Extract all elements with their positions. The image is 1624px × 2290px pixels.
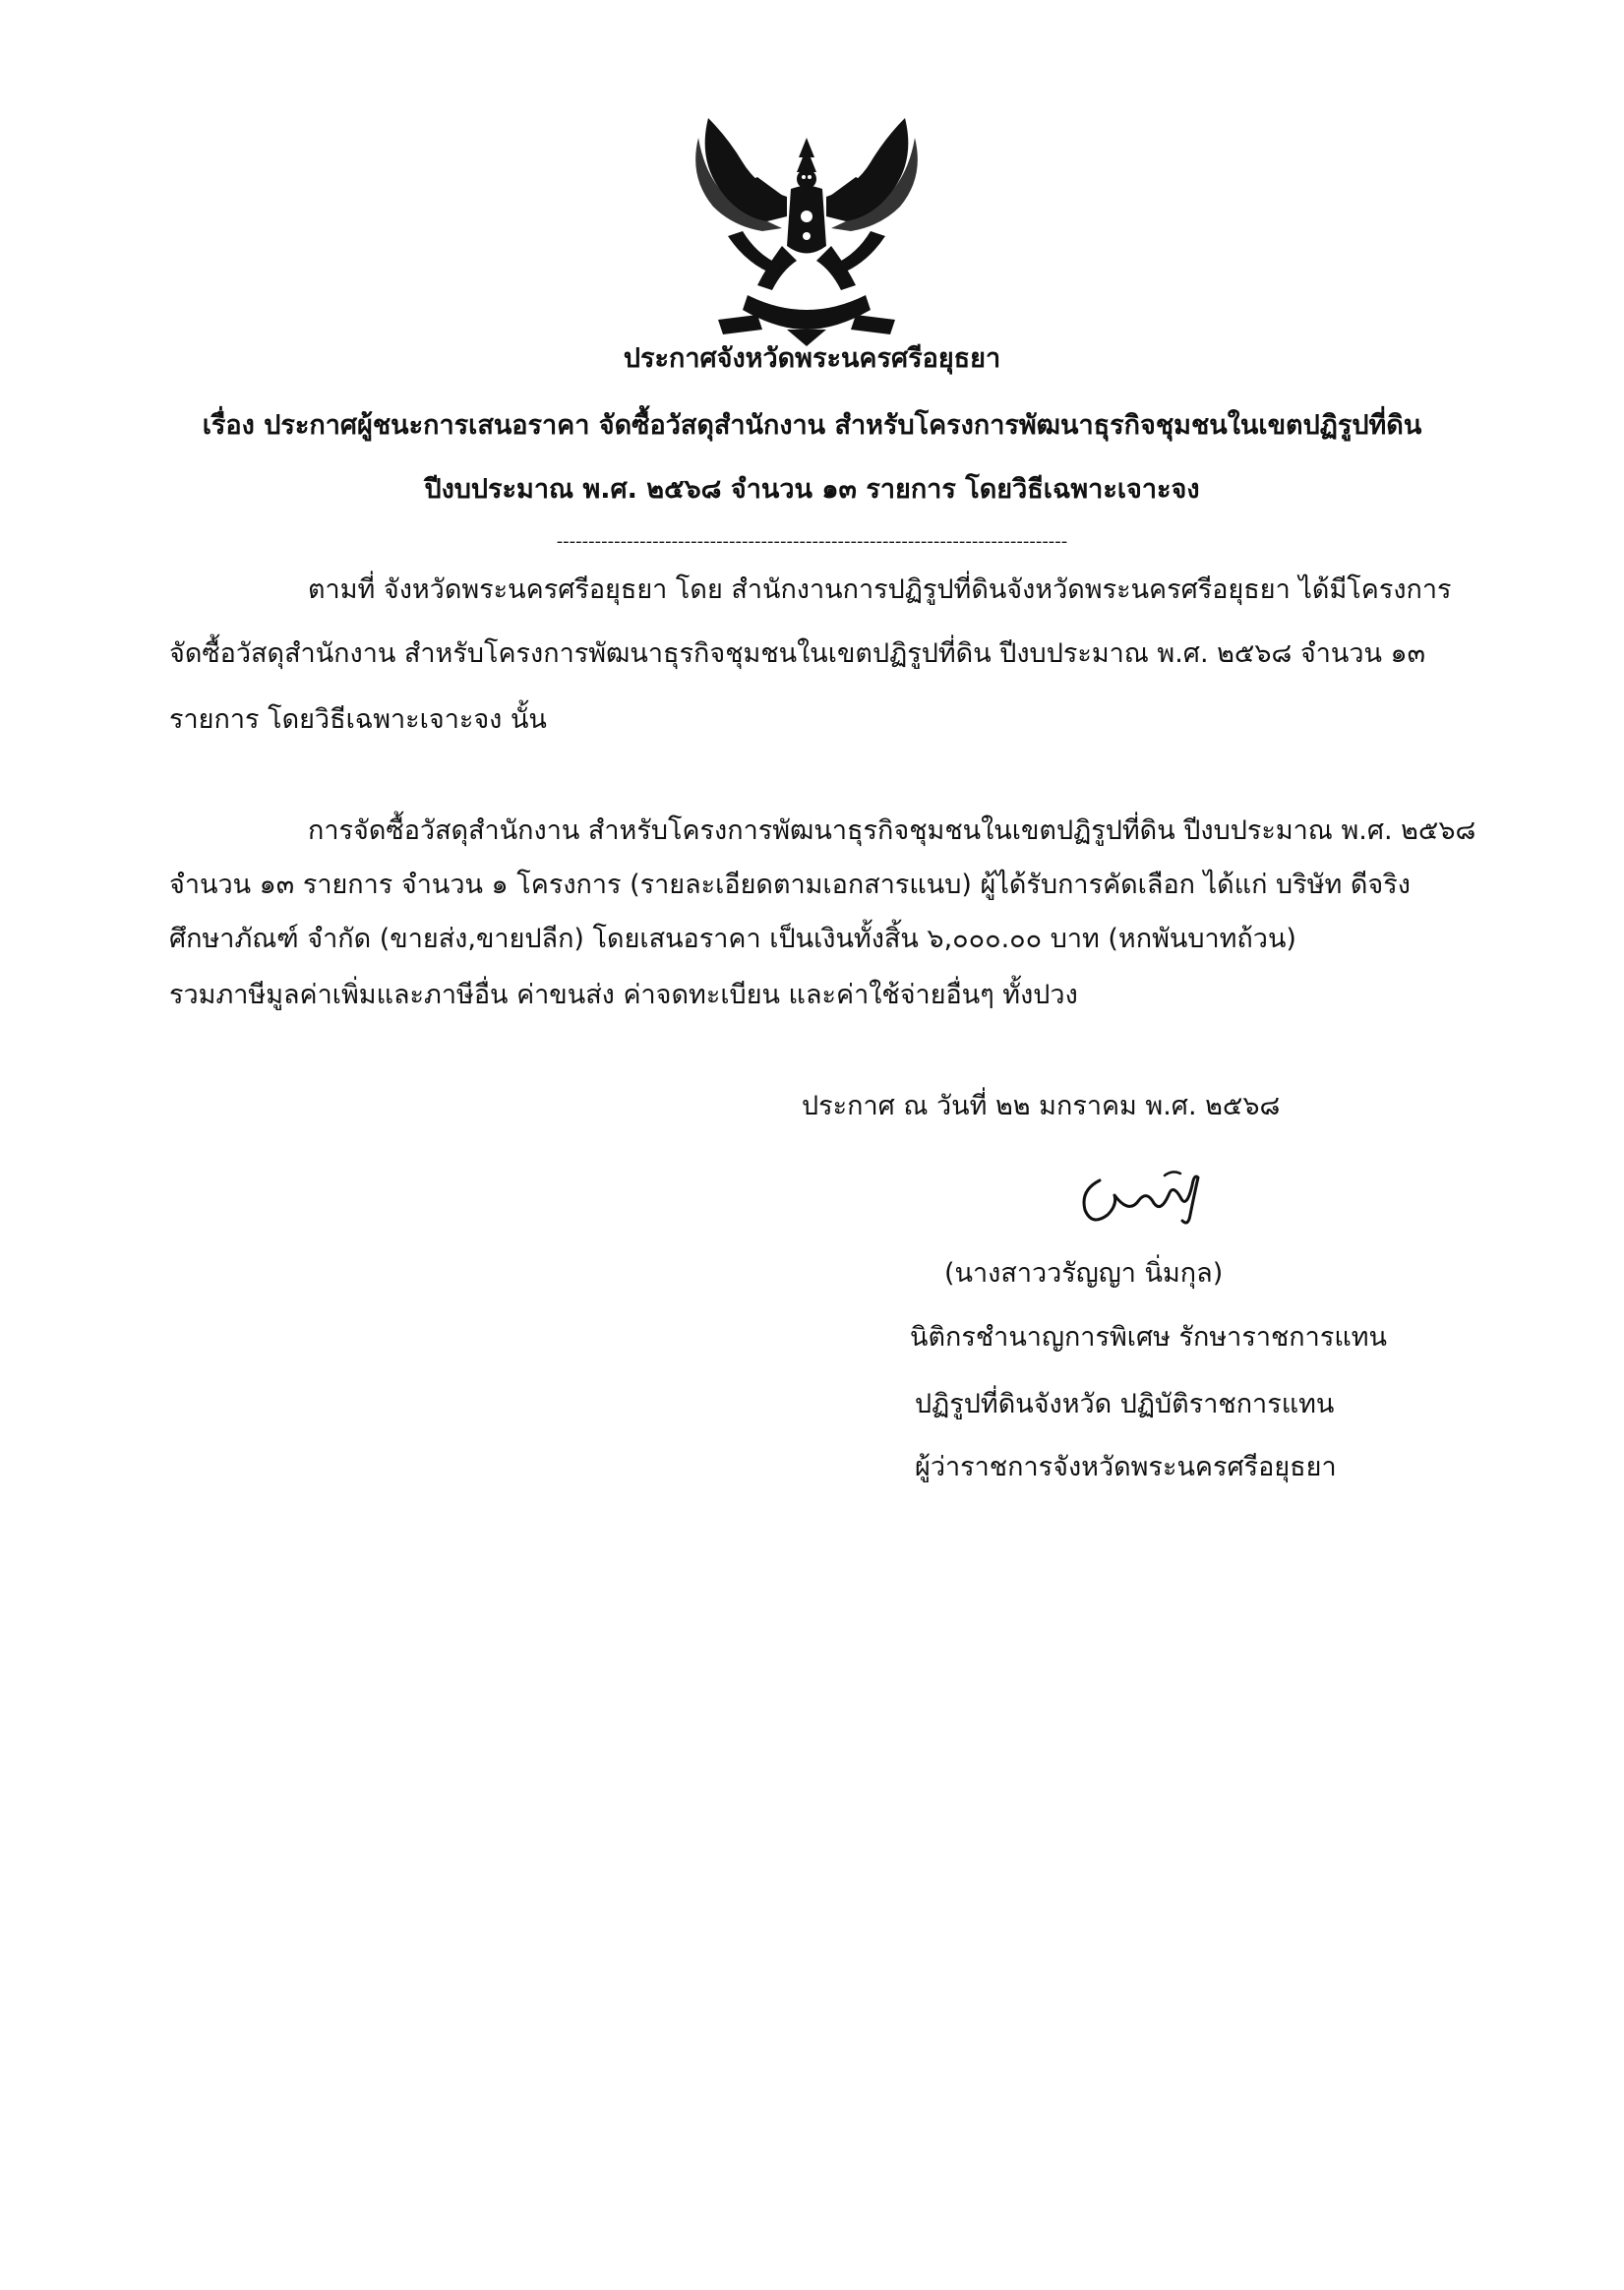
garuda-emblem-icon xyxy=(689,118,925,349)
para2-line-4: รวมภาษีมูลค่าเพิ่มและภาษีอื่น ค่าขนส่ง ค่าจดทะเบียน และค่าใช้จ่ายอื่นๆ ทั้งปวง xyxy=(169,980,1078,1010)
divider-line: -------------------------------------------------------------------------------- xyxy=(556,531,1068,552)
para1-line-3: รายการ โดยวิธีเฉพาะเจาะจง นั้น xyxy=(169,704,547,735)
document-title: ประกาศจังหวัดพระนครศรีอยุธยา xyxy=(623,343,1001,374)
handwritten-signature xyxy=(1070,1156,1218,1235)
signer-position-1: นิติกรชำนาญการพิเศษ รักษาราชการแทน xyxy=(910,1322,1387,1353)
para2-line-3: ศึกษาภัณฑ์ จำกัด (ขายส่ง,ขายปลีก) โดยเสนอราคา เป็นเงินทั้งสิ้น ๖,๐๐๐.๐๐ บาท (หกพันบาทถ้วน) xyxy=(169,924,1296,954)
signer-position-2: ปฏิรูปที่ดินจังหวัด ปฏิบัติราชการแทน xyxy=(915,1389,1335,1419)
para2-line-2: จำนวน ๑๓ รายการ จำนวน ๑ โครงการ (รายละเอียดตามเอกสารแนบ) ผู้ได้รับการคัดเลือก ได้แก่ บริษัท ดีจริง xyxy=(169,870,1411,900)
para1-line-2: จัดซื้อวัสดุสำนักงาน สำหรับโครงการพัฒนาธุรกิจชุมชนในเขตปฏิรูปที่ดิน ปีงบประมาณ พ.ศ. ๒๕๖๘ จำนวน ๑๓ xyxy=(169,638,1426,669)
signer-name: (นางสาววรัญญา นิ่มกุล) xyxy=(944,1258,1224,1289)
para1-line-1: ตามที่ จังหวัดพระนครศรีอยุธยา โดย สำนักงานการปฏิรูปที่ดินจังหวัดพระนครศรีอยุธยา ได้มีโครงการ xyxy=(308,574,1452,605)
subject-line-1: เรื่อง ประกาศผู้ชนะการเสนอราคา จัดซื้อวัสดุสำนักงาน สำหรับโครงการพัฒนาธุรกิจชุมชนในเขตปฏิรูปที่ดิน xyxy=(202,410,1422,441)
announce-date: ประกาศ ณ วันที่ ๒๒ มกราคม พ.ศ. ๒๕๖๘ xyxy=(802,1091,1281,1121)
signer-position-3: ผู้ว่าราชการจังหวัดพระนครศรีอยุธยา xyxy=(915,1452,1337,1482)
para2-line-1: การจัดซื้อวัสดุสำนักงาน สำหรับโครงการพัฒนาธุรกิจชุมชนในเขตปฏิรูปที่ดิน ปีงบประมาณ พ.ศ. ๒๕๖๘ xyxy=(308,815,1476,846)
subject-line-2: ปีงบประมาณ พ.ศ. ๒๕๖๘ จำนวน ๑๓ รายการ โดยวิธีเฉพาะเจาะจง xyxy=(424,474,1200,505)
